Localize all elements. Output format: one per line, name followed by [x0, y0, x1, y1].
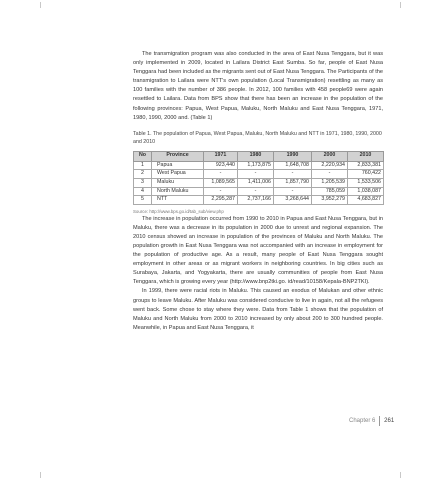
population-cell: 1,411,006 — [238, 178, 274, 187]
population-cell: 2,737,166 — [238, 196, 274, 205]
crop-mark — [40, 472, 41, 478]
population-cell: - — [204, 187, 238, 196]
row-number: 5 — [134, 196, 152, 205]
page-footer — [349, 416, 394, 426]
table-header-row — [134, 151, 384, 161]
province-name: Papua — [152, 161, 204, 170]
population-cell: - — [238, 187, 274, 196]
body-paragraph: In 1999, there were racial riots in Maluku. This caused an exodus of Malukan and other ethnic groups to leave Maluku. After Maluku was considered conducive to live in again, not all the refugees went back. Some chose to stay where they were. Data from Table 1 shows that the population of Maluku and North Maluku from 2000 to 2010 increased by only about 200 to 300 hundred people. Meanwhile, in Papua and East Nusa Tenggara, it — [133, 288, 383, 331]
province-name: Maluku — [152, 178, 204, 187]
column-header: 2010 — [348, 151, 384, 161]
population-cell: - — [204, 170, 238, 179]
province-name: NTT — [152, 196, 204, 205]
crop-mark — [400, 472, 401, 478]
population-table — [133, 151, 384, 205]
population-cell: 2,833,381 — [348, 161, 384, 170]
crop-mark — [400, 2, 401, 8]
text-column — [133, 50, 383, 333]
page-number: 261 — [384, 418, 395, 424]
row-number: 2 — [134, 170, 152, 179]
table-row — [134, 161, 384, 170]
population-cell: 1,089,565 — [204, 178, 238, 187]
province-name: North Maluku — [152, 187, 204, 196]
row-number: 4 — [134, 187, 152, 196]
population-cell: 4,683,827 — [348, 196, 384, 205]
population-cell: 760,422 — [348, 170, 384, 179]
population-cell: 1,038,087 — [348, 187, 384, 196]
population-cell: 1,533,506 — [348, 178, 384, 187]
column-header: 1971 — [204, 151, 238, 161]
table-source: Source: http://www.bps.go.id/tab_sub/view.php — [133, 208, 224, 214]
table-caption: Table 1. The population of Papua, West Papua, Maluku, North Maluku and NTT in 1971, 1980, 1990, 2000 and 2010 — [133, 130, 382, 145]
population-cell: 785,059 — [312, 187, 348, 196]
population-cell: 2,295,287 — [204, 196, 238, 205]
body-paragraph: The transmigration program was also conducted in the area of East Nusa Tenggara, but it was only implemented in 2009, located in Lailara District East Sumba. So far, people of East Nusa Tenggara had been included as the migrants sent out of East Nusa Tenggara. The Participants of the transmigration to Lailara were NTT's own population (Local Transmigration) resettling as many as 100 families with the number of 386 people. In 2012, 100 families with 458 people69 were again resettled to Lailara. Data from BPS show that there has been an increase in the population of the following provinces: Papua, West Papua, Maluku, North Maluku and East Nusa Tenggara, 1971, 1980, 1990, 2000 and. (Table 1) — [133, 51, 383, 121]
table-row — [134, 178, 384, 187]
population-cell: - — [312, 170, 348, 179]
population-cell: 2,220,934 — [312, 161, 348, 170]
population-cell: - — [274, 187, 312, 196]
population-cell: 923,440 — [204, 161, 238, 170]
population-cell: 1,648,708 — [274, 161, 312, 170]
column-header: Province — [152, 151, 204, 161]
population-cell: 1,857,790 — [274, 178, 312, 187]
province-name: West Papua — [152, 170, 204, 179]
population-cell: 1,173,875 — [238, 161, 274, 170]
column-header: 1990 — [274, 151, 312, 161]
population-cell: 3,952,279 — [312, 196, 348, 205]
body-paragraph: The increase in population occurred from 1990 to 2010 in Papua and East Nusa Tenggara, but in Maluku, there was a decrease in its population in 2000 due to unrest and regional expansion. The 2010 census showed an increase in population of the provinces of Maluku and North Maluku. The population growth in East Nusa Tenggara was not accompanied with an increase in employment for the population of productive age. As a result, many people of East Nusa Tenggara sought employment in other areas or as migrant workers in neighboring countries. In big cities such as Surabaya, Jakarta, and Yogyakarta, there are usually communities of people from East Nusa Tenggara, which is growing every year (http://www.bnp2tki.go. id/read/10158/Kepala-BNP2TKI). — [133, 215, 383, 286]
population-cell: - — [274, 170, 312, 179]
row-number: 1 — [134, 161, 152, 170]
row-number: 3 — [134, 178, 152, 187]
column-header: 1980 — [238, 151, 274, 161]
population-cell: 1,205,539 — [312, 178, 348, 187]
table-row — [134, 170, 384, 179]
table-row — [134, 187, 384, 196]
table-row — [134, 196, 384, 205]
column-header: 2000 — [312, 151, 348, 161]
column-header: No — [134, 151, 152, 161]
population-cell: - — [238, 170, 274, 179]
footer-divider — [379, 416, 380, 426]
chapter-label: Chapter 6 — [349, 418, 376, 424]
population-cell: 3,268,644 — [274, 196, 312, 205]
crop-mark — [40, 2, 41, 8]
